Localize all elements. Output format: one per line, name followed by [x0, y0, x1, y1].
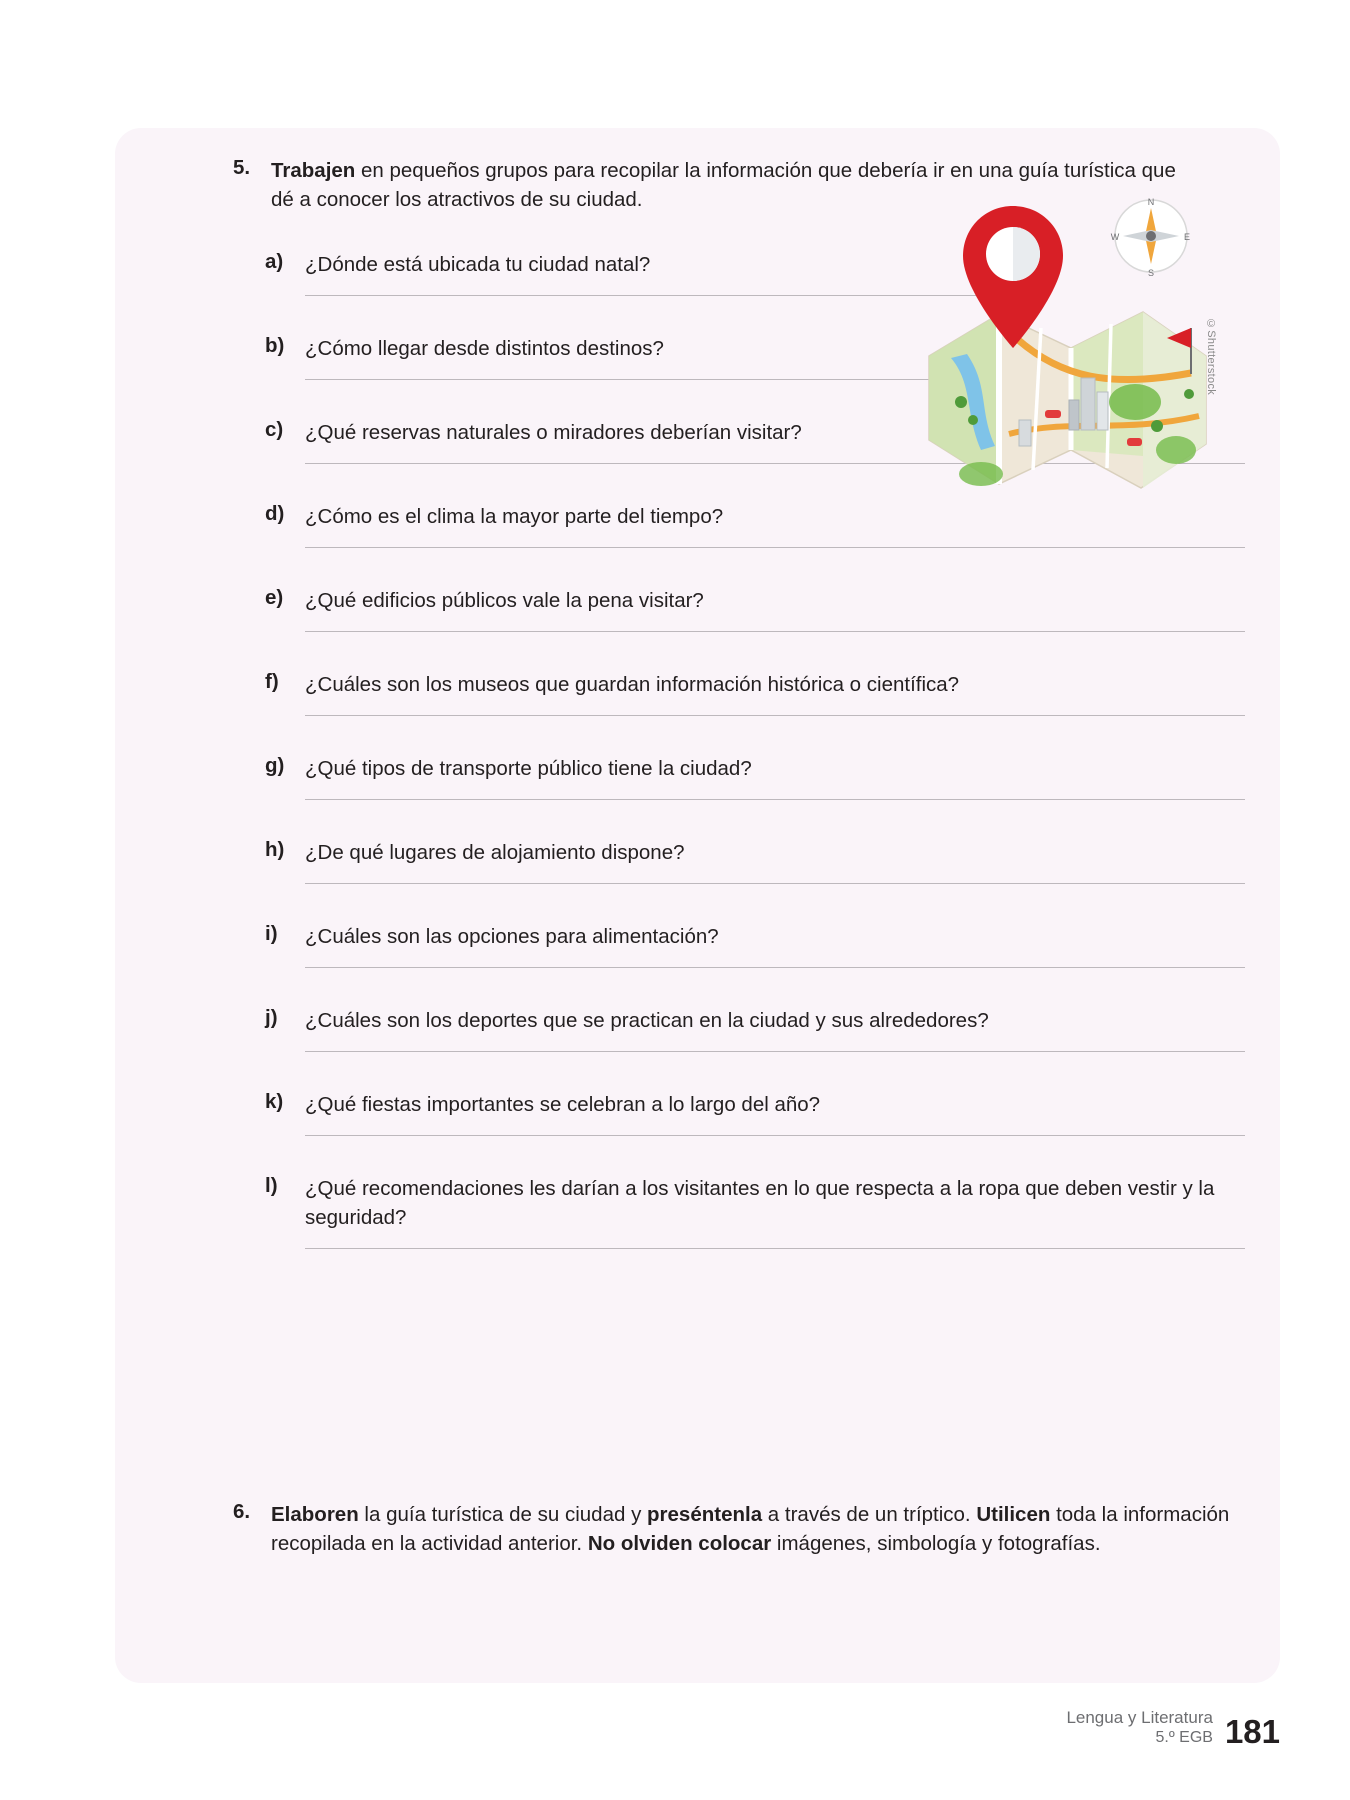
question-letter-l: l) — [265, 1174, 278, 1197]
question-item-l — [265, 1174, 1245, 1284]
question-item-i — [265, 922, 1245, 996]
page-number: 181 — [1224, 1713, 1280, 1750]
answer-line-l[interactable] — [305, 1248, 1245, 1249]
question-letter-f: f) — [265, 670, 279, 693]
activity-6-seg-5: toda la información recopilada en la actividad anterior. — [271, 1503, 1230, 1556]
answer-line-d[interactable] — [305, 547, 1245, 548]
question-letter-h: h) — [265, 838, 285, 861]
question-text-k: ¿Qué fiestas importantes se celebran a lo largo del año? — [305, 1093, 821, 1116]
activity-6-seg-3: a través de un tríptico. — [762, 1503, 977, 1526]
question-text-d: ¿Cómo es el clima la mayor parte del tiempo? — [305, 505, 724, 528]
question-item-f — [265, 670, 1245, 744]
activity-6-seg-2: preséntenla — [647, 1503, 763, 1526]
compass-icon — [1111, 197, 1190, 278]
activity-5-lead: Trabajen — [271, 159, 356, 182]
question-text-i: ¿Cuáles son las opciones para alimentación? — [305, 925, 719, 948]
question-letter-g: g) — [265, 754, 285, 777]
question-item-k — [265, 1090, 1245, 1164]
question-text-g: ¿Qué tipos de transporte público tiene la ciudad? — [305, 757, 752, 780]
question-letter-k: k) — [265, 1090, 284, 1113]
activity-6-seg-6: No olviden colocar — [587, 1532, 772, 1556]
answer-line-i[interactable] — [305, 967, 1245, 968]
activity-5-number: 5. — [233, 156, 251, 179]
answer-line-k[interactable] — [305, 1135, 1245, 1136]
question-letter-j: j) — [265, 1006, 278, 1029]
folded-map-shape — [929, 312, 1206, 488]
activity-6-seg-4: Utilicen — [976, 1503, 1051, 1526]
activity-5-rest: en pequeños grupos para recopilar la información que debería ir en una guía turística que dé a conocer los atractivos de su ciudad. — [271, 159, 1176, 212]
activity-6-seg-0: Elaboren — [271, 1503, 359, 1526]
footer-grade: 5.º EGB — [1155, 1729, 1213, 1746]
activity-6-number: 6. — [233, 1500, 251, 1523]
answer-line-e[interactable] — [305, 631, 1245, 632]
question-text-e: ¿Qué edificios públicos vale la pena visitar? — [305, 589, 704, 612]
question-text-h: ¿De qué lugares de alojamiento dispone? — [305, 841, 685, 864]
question-text-b: ¿Cómo llegar desde distintos destinos? — [305, 337, 664, 360]
answer-line-j[interactable] — [305, 1051, 1245, 1052]
image-credit: ©Shutterstock — [1205, 318, 1217, 396]
answer-line-g[interactable] — [305, 799, 1245, 800]
question-item-e — [265, 586, 1245, 660]
footer-labels — [1066, 1707, 1213, 1748]
svg-text:N: N — [1147, 197, 1155, 207]
question-letter-a: a) — [265, 250, 284, 273]
question-letter-i: i) — [265, 922, 278, 945]
svg-text:W: W — [1110, 232, 1120, 242]
page-footer — [1066, 1707, 1280, 1748]
question-letter-d: d) — [265, 502, 285, 525]
question-text-j: ¿Cuáles son los deportes que se practican en la ciudad y sus alrededores? — [305, 1009, 989, 1032]
question-letter-e: e) — [265, 586, 284, 609]
activity-6-seg-1: la guía turística de su ciudad y — [358, 1503, 648, 1526]
map-illustration — [921, 188, 1211, 498]
svg-text:E: E — [1183, 232, 1191, 242]
question-item-h — [265, 838, 1245, 912]
question-letter-c: c) — [265, 418, 284, 441]
footer-subject: Lengua y Literatura — [1066, 1707, 1213, 1727]
question-item-d — [265, 502, 1245, 576]
answer-line-h[interactable] — [305, 883, 1245, 884]
question-text-c: ¿Qué reservas naturales o miradores deberían visitar? — [305, 421, 802, 444]
svg-text:S: S — [1147, 268, 1155, 278]
question-item-j — [265, 1006, 1245, 1080]
question-text-f: ¿Cuáles son los museos que guardan información histórica o científica? — [305, 673, 960, 696]
question-text-a: ¿Dónde está ubicada tu ciudad natal? — [305, 253, 651, 276]
answer-line-f[interactable] — [305, 715, 1245, 716]
question-text-l: ¿Qué recomendaciones les darían a los visitantes en lo que respecta a la ropa que deben vestir y la seguridad? — [305, 1177, 1215, 1230]
activity-6 — [233, 1500, 1233, 1558]
question-letter-b: b) — [265, 334, 285, 357]
content-panel — [115, 128, 1280, 1683]
activity-6-seg-7: imágenes, simbología y fotografías. — [771, 1532, 1101, 1556]
activity-6-text — [271, 1500, 1233, 1558]
question-item-g — [265, 754, 1245, 828]
